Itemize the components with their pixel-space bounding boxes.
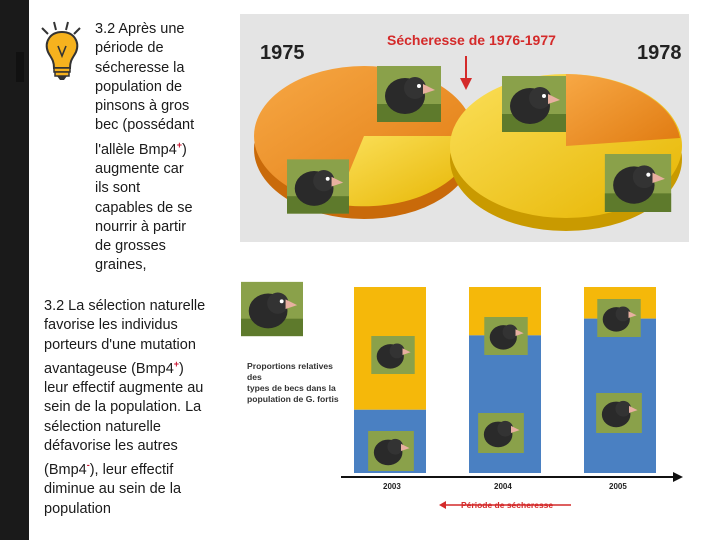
pie-1978-orange-slice <box>566 74 680 146</box>
text-line: leur effectif augmente au <box>44 380 204 397</box>
finch-photo <box>377 66 441 122</box>
text-line: population de <box>95 78 183 95</box>
text-line: nourrir à partir <box>95 218 187 235</box>
time-axis-arrowhead <box>673 472 683 482</box>
text-line: diminue au sein de la <box>44 481 182 498</box>
finch-photo <box>367 431 415 471</box>
drought-label: Sécheresse de 1976-1977 <box>387 32 556 48</box>
finch-photo <box>484 317 528 355</box>
finch-photo <box>604 154 672 212</box>
text-line: période de <box>95 40 164 57</box>
text-line: graines, <box>95 257 147 274</box>
text-line: bec (possédant <box>95 117 195 134</box>
finch-photo <box>371 336 415 374</box>
text-block-1 <box>95 20 235 276</box>
finch-photo <box>477 413 525 453</box>
allele-line: l'allèle Bmp4+) <box>95 139 187 158</box>
text-line: augmente car <box>95 160 184 177</box>
left-sidebar-bar <box>0 0 29 540</box>
text-line: population <box>44 500 111 517</box>
text-line: capables de se <box>95 199 193 216</box>
text-line: défavorise les autres <box>44 437 178 454</box>
year-1978-label: 1978 <box>637 42 682 64</box>
tick-label-2003: 2003 <box>383 482 401 491</box>
text-line: sélection naturelle <box>44 418 161 435</box>
text-line: pinsons à gros <box>95 98 190 115</box>
mutation-line: avantageuse (Bmp4+) <box>44 358 184 377</box>
text-line: ils sont <box>95 180 141 197</box>
finch-photo <box>597 299 641 337</box>
drought-period-arrowhead <box>439 501 446 509</box>
finch-photo <box>287 159 349 214</box>
year-1975-label: 1975 <box>260 42 305 64</box>
text-line: de grosses <box>95 238 166 255</box>
text-line: sein de la population. La <box>44 399 202 416</box>
text-line: porteurs d'une mutation <box>44 336 196 353</box>
text-line: sécheresse la <box>95 59 185 76</box>
finch-photo <box>502 76 566 132</box>
minus-allele-line: (Bmp4-), leur effectif <box>44 460 174 479</box>
lightbulb-icon <box>36 20 88 82</box>
finch-photo <box>595 393 643 433</box>
drought-period-label: Période de sécheresse <box>461 500 554 510</box>
tick-label-2005: 2005 <box>609 482 627 491</box>
drought-arrow <box>460 78 472 90</box>
text-line: favorise les individus <box>44 317 178 334</box>
chart-caption: Proportions relatives des types de becs dans la population de G. fortis <box>247 361 339 404</box>
figure-bar-chart <box>241 281 685 513</box>
text-line: 3.2 La sélection naturelle <box>44 298 206 314</box>
figure-pie-drought <box>240 14 689 242</box>
tick-label-2004: 2004 <box>494 482 512 491</box>
text-line: 3.2 Après une <box>95 21 185 37</box>
text-block-2 <box>44 297 234 519</box>
slide-marker <box>16 52 24 82</box>
